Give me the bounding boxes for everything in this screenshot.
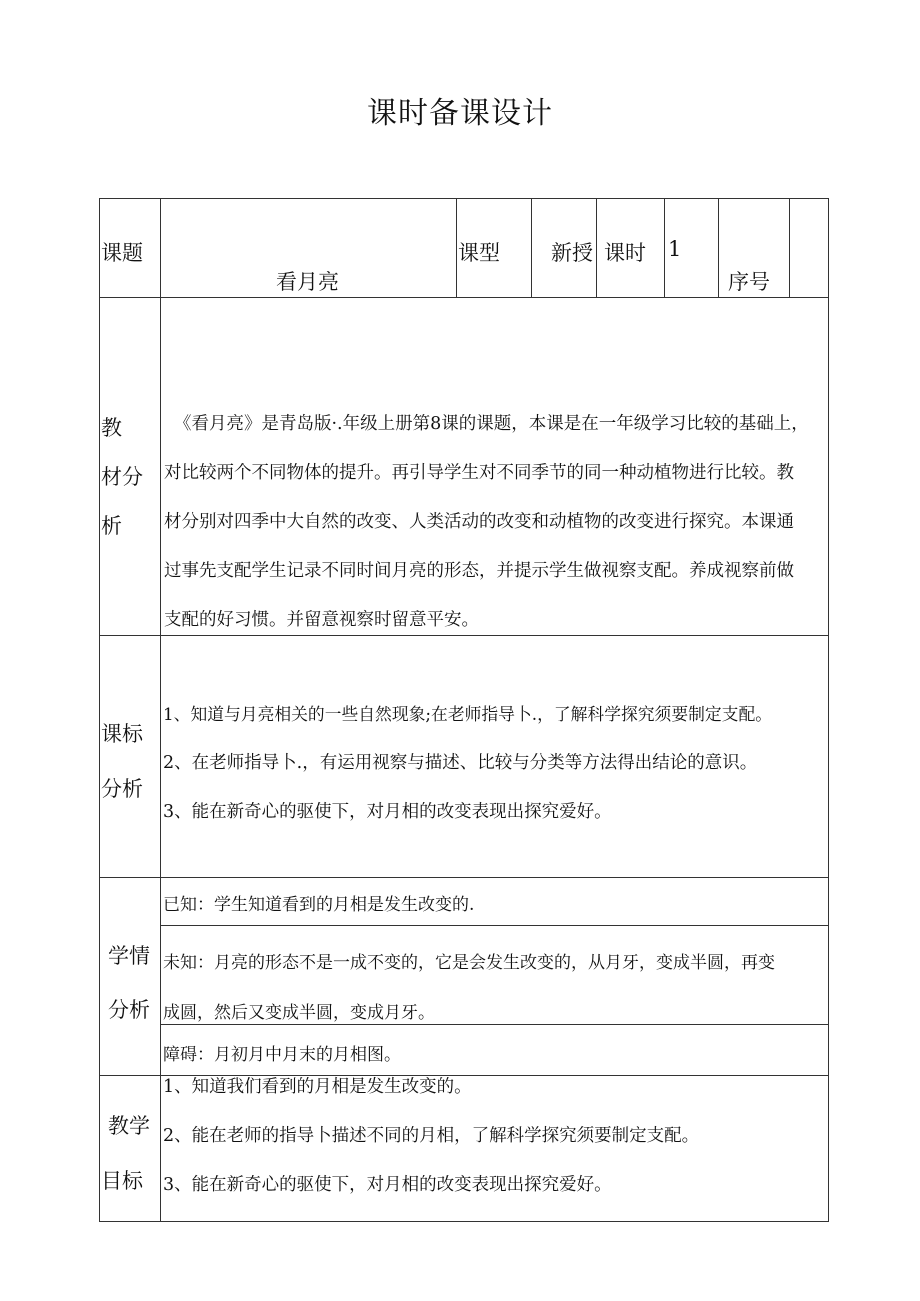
column-divider — [789, 198, 790, 297]
students-unknown: 成圆，然后又变成半圆，变成月牙。 — [163, 1003, 435, 1023]
standards-label: 分析 — [101, 777, 143, 801]
list-item: 3、能在新奇心的驱使下，对月相的改变表现出探究爱好。 — [163, 802, 612, 822]
goals-list — [163, 1063, 699, 1210]
material-label: 材分 — [101, 465, 143, 489]
column-divider — [596, 198, 597, 297]
list-item: 1、知道我们看到的月相是发生改变的。 — [163, 1077, 472, 1097]
material-label: 教 — [101, 416, 122, 440]
column-divider — [664, 198, 665, 297]
standards-label: 课标 — [101, 722, 143, 746]
column-divider — [160, 198, 161, 1222]
material-label: 析 — [101, 514, 122, 538]
material-line: 支配的好习惯。并留意视察时留意平安。 — [164, 610, 479, 630]
goals-label: 目标 — [101, 1169, 143, 1193]
page-title: 课时备课设计 — [367, 96, 553, 131]
row-divider — [160, 925, 829, 926]
students-label: 学情 — [108, 944, 150, 968]
goals-label: 教学 — [108, 1114, 150, 1138]
list-item: 3、能在新奇心的驱使下，对月相的改变表现出探究爱好。 — [163, 1175, 612, 1195]
seq-label: 序号 — [728, 270, 770, 294]
material-text — [164, 400, 809, 645]
row-divider — [99, 877, 829, 878]
students-obstacle: 障碍：月初月中月末的月相图。 — [163, 1045, 401, 1065]
row-divider — [160, 1024, 829, 1025]
standards-list — [163, 690, 772, 837]
students-unknown: 未知：月亮的形态不是一成不变的，它是会发生改变的，从月牙，变成半圆，再变 — [163, 953, 775, 973]
hours-label: 课时 — [604, 241, 646, 265]
list-item: 1、知道与月亮相关的一些自然现象;在老师指导卜.，了解科学探究须要制定支配。 — [163, 704, 773, 724]
type-label: 课型 — [458, 241, 500, 265]
column-divider — [531, 198, 532, 297]
row-divider — [99, 297, 829, 298]
material-line: 过事先支配学生记录不同时间月亮的形态，并提示学生做视察支配。养成视察前做 — [164, 561, 794, 581]
material-line: 《看月亮》是青岛版·.年级上册第8课的课题，本课是在一年级学习比较的基础上， — [174, 414, 809, 434]
students-known: 已知：学生知道看到的月相是发生改变的. — [163, 895, 475, 915]
material-line: 材分别对四季中大自然的改变、人类活动的改变和动植物的改变进行探究。本课通 — [164, 512, 794, 532]
hours-value: 1 — [668, 237, 682, 261]
list-item: 2、能在老师的指导卜描述不同的月相，了解科学探究须要制定支配。 — [163, 1126, 700, 1146]
students-label: 分析 — [108, 998, 150, 1022]
topic-value: 看月亮 — [276, 270, 339, 294]
column-divider — [718, 198, 719, 297]
topic-label: 课题 — [101, 241, 143, 265]
list-item: 2、在老师指导卜.，有运用视察与描述、比较与分类等方法得出结论的意识。 — [163, 753, 758, 773]
column-divider — [456, 198, 457, 297]
type-value: 新授 — [551, 241, 593, 265]
material-line: 对比较两个不同物体的提升。再引导学生对不同季节的同一种动植物进行比较。教 — [164, 463, 794, 483]
